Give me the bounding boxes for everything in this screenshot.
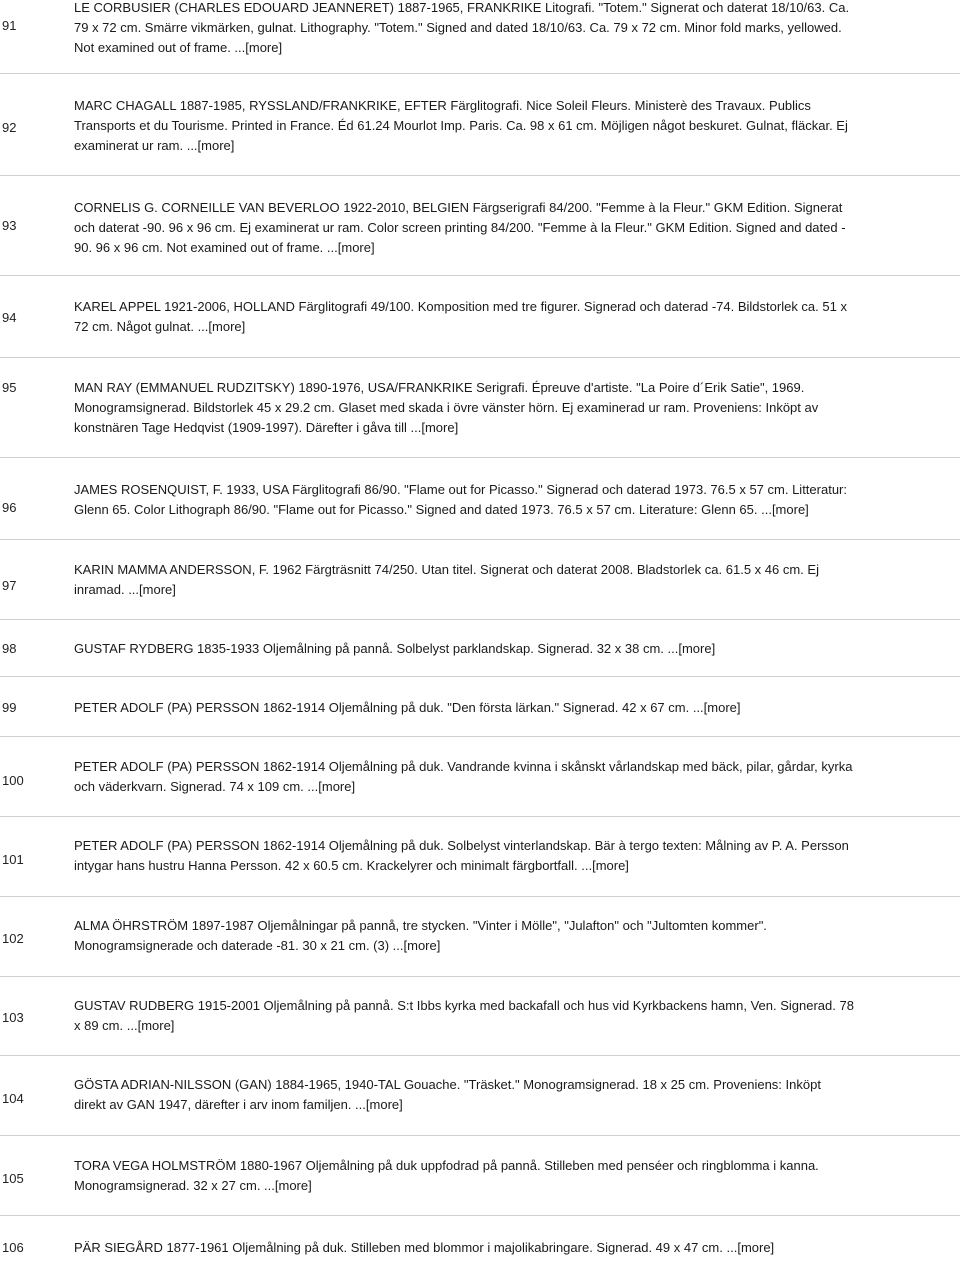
lot-description-text: intygar hans hustru Hanna Persson. 42 x 60.5 cm. Krackelyrer och minimalt färgbortfall. ... bbox=[74, 858, 593, 873]
lot-description-text: TORA VEGA HOLMSTRÖM 1880-1967 Oljemålning på duk uppfodrad på pannå. Stilleben med penséer och ringblomma i kanna. bbox=[74, 1158, 819, 1173]
lot-description-text: och väderkvarn. Signerad. 74 x 109 cm. ... bbox=[74, 779, 319, 794]
more-link[interactable]: [more] bbox=[703, 700, 741, 715]
lot-description-line bbox=[74, 1156, 914, 1176]
lot-row bbox=[0, 677, 960, 737]
lot-description-line bbox=[74, 218, 914, 238]
lot-description-text: KAREL APPEL 1921-2006, HOLLAND Färglitografi 49/100. Komposition med tre figurer. Signerad och daterad -74. Bildstorlek ca. 51 x bbox=[74, 299, 847, 314]
lot-description bbox=[74, 639, 914, 659]
lot-description-line bbox=[74, 757, 914, 777]
lot-number: 100 bbox=[2, 773, 24, 788]
more-link[interactable]: [more] bbox=[737, 1240, 775, 1255]
lot-description-line bbox=[74, 18, 914, 38]
lot-row bbox=[0, 176, 960, 276]
lot-description-line bbox=[74, 777, 914, 797]
lot-description-text: Monogramsignerad. Bildstorlek 45 x 29.2 cm. Glaset med skada i övre vänster hörn. Ej examinerad ur ram. Proveniens: Inköpt av bbox=[74, 400, 819, 415]
lot-row bbox=[0, 358, 960, 458]
lot-row bbox=[0, 1216, 960, 1273]
more-link[interactable]: [more] bbox=[197, 138, 235, 153]
lot-description bbox=[74, 698, 914, 718]
lot-number: 105 bbox=[2, 1171, 24, 1186]
lot-description-line bbox=[74, 418, 914, 438]
lot-description-text: MAN RAY (EMMANUEL RUDZITSKY) 1890-1976, USA/FRANKRIKE Serigrafi. Épreuve d'artiste. "La Poire d´Erik Satie", 1969. bbox=[74, 380, 805, 395]
more-link[interactable]: [more] bbox=[365, 1097, 403, 1112]
lot-description-line bbox=[74, 1176, 914, 1196]
more-link[interactable]: [more] bbox=[245, 40, 283, 55]
lot-row bbox=[0, 74, 960, 176]
more-link[interactable]: [more] bbox=[771, 502, 809, 517]
lot-description-line bbox=[74, 916, 914, 936]
lot-description-line bbox=[74, 1075, 914, 1095]
lot-number: 97 bbox=[2, 578, 17, 593]
lot-row bbox=[0, 817, 960, 897]
lot-description-line bbox=[74, 639, 914, 659]
lot-description-text: JAMES ROSENQUIST, F. 1933, USA Färglitografi 86/90. "Flame out for Picasso." Signerad och daterad 1973. 76.5 x 57 cm. Litteratur: bbox=[74, 482, 847, 497]
lot-number: 93 bbox=[2, 218, 17, 233]
lot-description bbox=[74, 198, 914, 258]
more-link[interactable]: [more] bbox=[208, 319, 246, 334]
lot-description bbox=[74, 836, 914, 876]
lot-description-line bbox=[74, 580, 914, 600]
lot-number: 101 bbox=[2, 852, 24, 867]
lot-row bbox=[0, 620, 960, 677]
lot-description-text: GUSTAF RYDBERG 1835-1933 Oljemålning på pannå. Solbelyst parklandskap. Signerad. 32 x 38 cm. ... bbox=[74, 641, 679, 656]
lot-description-text: PÄR SIEGÅRD 1877-1961 Oljemålning på duk. Stilleben med blommor i majolikabringare. Signerad. 49 x 47 cm. ... bbox=[74, 1240, 738, 1255]
lot-description-line bbox=[74, 317, 914, 337]
more-link[interactable]: [more] bbox=[592, 858, 629, 873]
more-link[interactable]: [more] bbox=[421, 420, 459, 435]
lot-description-line bbox=[74, 238, 914, 258]
lot-description-line bbox=[74, 198, 914, 218]
more-link[interactable]: [more] bbox=[337, 240, 375, 255]
more-link[interactable]: [more] bbox=[318, 779, 356, 794]
lot-description-line bbox=[74, 936, 914, 956]
lot-description-line bbox=[74, 1016, 914, 1036]
lot-description-text: 72 cm. Något gulnat. ... bbox=[74, 319, 209, 334]
lot-description-text: x 89 cm. ... bbox=[74, 1018, 138, 1033]
lot-description-text: och daterat -90. 96 x 96 cm. Ej examinerat ur ram. Color screen printing 84/200. "Femme à la Fleur." GKM Edition. Signed and dated - bbox=[74, 220, 846, 235]
lot-description bbox=[74, 916, 914, 956]
lot-number: 98 bbox=[2, 641, 17, 656]
lot-description-text: KARIN MAMMA ANDERSSON, F. 1962 Färgträsnitt 74/250. Utan titel. Signerat och daterat 2008. Bladstorlek ca. 61.5 x 46 cm. Ej bbox=[74, 562, 819, 577]
lot-description-text: Glenn 65. Color Lithograph 86/90. "Flame out for Picasso." Signed and dated 1973. 76.5 x 57 cm. Literature: Glenn 65. ... bbox=[74, 502, 772, 517]
lot-description-text: konstnären Tage Hedqvist (1909-1997). Därefter i gåva till ... bbox=[74, 420, 422, 435]
lot-description bbox=[74, 757, 914, 797]
lot-number: 96 bbox=[2, 500, 17, 515]
lot-description-text: 90. 96 x 96 cm. Not examined out of frame. ... bbox=[74, 240, 338, 255]
lot-number: 102 bbox=[2, 931, 24, 946]
lot-row bbox=[0, 276, 960, 358]
lot-description-text: PETER ADOLF (PA) PERSSON 1862-1914 Oljemålning på duk. "Den första lärkan." Signerad. 42 x 67 cm. ... bbox=[74, 700, 704, 715]
lot-row bbox=[0, 897, 960, 977]
lot-row bbox=[0, 458, 960, 540]
lot-number: 99 bbox=[2, 700, 17, 715]
lot-description-text: MARC CHAGALL 1887-1985, RYSSLAND/FRANKRIKE, EFTER Färglitografi. Nice Soleil Fleurs. Ministerè des Travaux. Publics bbox=[74, 98, 811, 113]
more-link[interactable]: [more] bbox=[403, 938, 441, 953]
lot-description-line bbox=[74, 836, 914, 856]
lot-description-line bbox=[74, 0, 914, 18]
lot-description-text: LE CORBUSIER (CHARLES EDOUARD JEANNERET) 1887-1965, FRANKRIKE Litografi. "Totem." Signerat och daterat 18/10/63. Ca. bbox=[74, 0, 850, 15]
lot-description bbox=[74, 0, 914, 58]
lot-description bbox=[74, 297, 914, 337]
lot-description-text: Not examined out of frame. ... bbox=[74, 40, 246, 55]
lot-number: 95 bbox=[2, 380, 17, 395]
lot-description-line bbox=[74, 1095, 914, 1115]
lot-number: 91 bbox=[2, 18, 17, 33]
lot-number: 94 bbox=[2, 310, 17, 325]
lot-description bbox=[74, 560, 914, 600]
lot-description bbox=[74, 1075, 914, 1115]
lot-description-text: ALMA ÖHRSTRÖM 1897-1987 Oljemålningar på pannå, tre stycken. "Vinter i Mölle", "Julafton" och "Jultomten kommer". bbox=[74, 918, 767, 933]
lot-description-line bbox=[74, 856, 914, 876]
lot-description-text: GÖSTA ADRIAN-NILSSON (GAN) 1884-1965, 1940-TAL Gouache. "Träsket." Monogramsignerad. 18 x 25 cm. Proveniens: Inköpt bbox=[74, 1077, 821, 1092]
lot-number: 104 bbox=[2, 1091, 24, 1106]
lot-description-text: PETER ADOLF (PA) PERSSON 1862-1914 Oljemålning på duk. Vandrande kvinna i skånskt vårlandskap med bäck, pilar, gårdar, kyrka bbox=[74, 759, 853, 774]
lot-description-line bbox=[74, 96, 914, 116]
lot-description bbox=[74, 378, 914, 438]
lot-row bbox=[0, 977, 960, 1056]
lot-description-line bbox=[74, 560, 914, 580]
lot-description-line bbox=[74, 500, 914, 520]
lot-description bbox=[74, 480, 914, 520]
lot-description-line bbox=[74, 1238, 914, 1258]
lot-description-text: Transports et du Tourisme. Printed in France. Éd 61.24 Mourlot Imp. Paris. Ca. 98 x 61 cm. Möjligen något beskuret. Gulnat, fläckar. Ej bbox=[74, 118, 848, 133]
lot-description-text: 79 x 72 cm. Smärre vikmärken, gulnat. Lithography. "Totem." Signed and dated 18/10/63. Ca. 79 x 72 cm. Minor fold marks, yellowed. bbox=[74, 20, 842, 35]
more-link[interactable]: [more] bbox=[274, 1178, 312, 1193]
lot-description-line bbox=[74, 116, 914, 136]
lot-row bbox=[0, 1056, 960, 1136]
lot-description-text: Monogramsignerad. 32 x 27 cm. ... bbox=[74, 1178, 275, 1193]
lot-row bbox=[0, 737, 960, 817]
lot-row bbox=[0, 0, 960, 74]
more-link[interactable]: [more] bbox=[137, 1018, 175, 1033]
lot-description-text: CORNELIS G. CORNEILLE VAN BEVERLOO 1922-2010, BELGIEN Färgserigrafi 84/200. "Femme à la Fleur." GKM Edition. Signerat bbox=[74, 200, 843, 215]
more-link[interactable]: [more] bbox=[139, 582, 176, 597]
lot-description bbox=[74, 1238, 914, 1258]
lot-row bbox=[0, 1136, 960, 1216]
lot-description-line bbox=[74, 398, 914, 418]
lot-description-line bbox=[74, 378, 914, 398]
more-link[interactable]: [more] bbox=[678, 641, 716, 656]
lot-row bbox=[0, 540, 960, 620]
lot-number: 92 bbox=[2, 120, 17, 135]
lot-number: 103 bbox=[2, 1010, 24, 1025]
lot-description-line bbox=[74, 38, 914, 58]
lot-description-line bbox=[74, 136, 914, 156]
lot-description-line bbox=[74, 698, 914, 718]
lot-description-line bbox=[74, 297, 914, 317]
lot-number: 106 bbox=[2, 1240, 24, 1255]
lot-description-text: Monogramsignerade och daterade -81. 30 x 21 cm. (3) ... bbox=[74, 938, 404, 953]
lot-description-line bbox=[74, 996, 914, 1016]
lot-description-text: PETER ADOLF (PA) PERSSON 1862-1914 Oljemålning på duk. Solbelyst vinterlandskap. Bär à tergo texten: Målning av P. A. Persson bbox=[74, 838, 849, 853]
lot-description bbox=[74, 1156, 914, 1196]
lot-description bbox=[74, 996, 914, 1036]
lot-description-text: inramad. ... bbox=[74, 582, 140, 597]
lot-description bbox=[74, 96, 914, 156]
lot-description-text: direkt av GAN 1947, därefter i arv inom familjen. ... bbox=[74, 1097, 366, 1112]
lot-description-text: examinerat ur ram. ... bbox=[74, 138, 198, 153]
lot-description-text: GUSTAV RUDBERG 1915-2001 Oljemålning på pannå. S:t Ibbs kyrka med backafall och hus vid Kyrkbackens hamn, Ven. Signerad. 78 bbox=[74, 998, 854, 1013]
lot-description-line bbox=[74, 480, 914, 500]
